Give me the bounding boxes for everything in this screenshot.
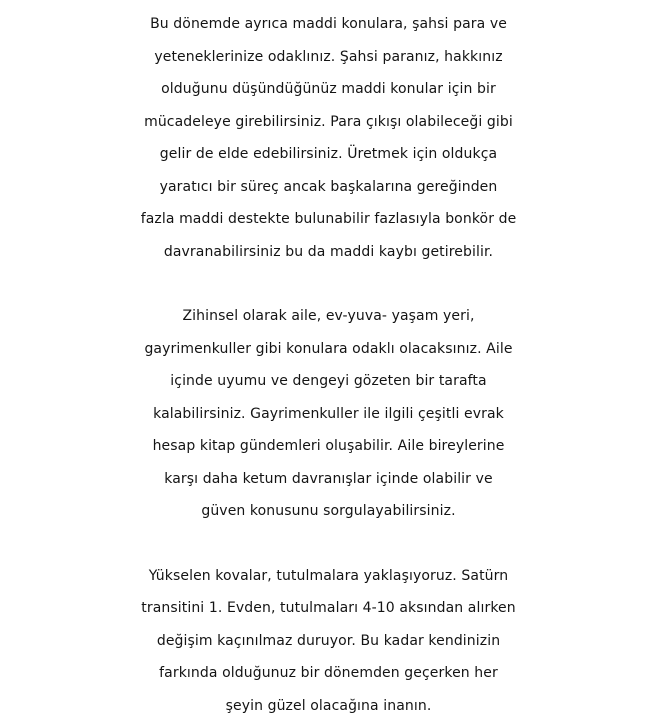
text-line: yeteneklerinize odaklınız. Şahsi paranız, hakkınız xyxy=(0,41,657,74)
text-line: fazla maddi destekte bulunabilir fazlasıyla bonkör de xyxy=(0,203,657,236)
text-line: mücadeleye girebilirsiniz. Para çıkışı olabileceği gibi xyxy=(0,106,657,139)
text-line: Yükselen kovalar, tutulmalara yaklaşıyoruz. Satürn xyxy=(0,560,657,593)
text-line: karşı daha ketum davranışlar içinde olabilir ve xyxy=(0,463,657,496)
text-line: Bu dönemde ayrıca maddi konulara, şahsi para ve xyxy=(0,8,657,41)
text-line: transitini 1. Evden, tutulmaları 4-10 aksından alırken xyxy=(0,592,657,625)
paragraph-home-family xyxy=(0,300,657,528)
text-line: gelir de elde edebilirsiniz. Üretmek için oldukça xyxy=(0,138,657,171)
text-line: hesap kitap gündemleri oluşabilir. Aile bireylerine xyxy=(0,430,657,463)
text-line: içinde uyumu ve dengeyi gözeten bir tarafta xyxy=(0,365,657,398)
paragraph-financial-focus xyxy=(0,8,657,268)
text-line: Zihinsel olarak aile, ev-yuva- yaşam yeri, xyxy=(0,300,657,333)
text-line: davranabilirsiniz bu da maddi kaybı getirebilir. xyxy=(0,236,657,269)
text-line: farkında olduğunuz bir dönemden geçerken her xyxy=(0,657,657,690)
text-line: olduğunu düşündüğünüz maddi konular için bir xyxy=(0,73,657,106)
text-line: güven konusunu sorgulayabilirsiniz. xyxy=(0,495,657,528)
paragraph-aquarius-rising xyxy=(0,560,657,722)
text-line: kalabilirsiniz. Gayrimenkuller ile ilgili çeşitli evrak xyxy=(0,398,657,431)
text-line: gayrimenkuller gibi konulara odaklı olacaksınız. Aile xyxy=(0,333,657,366)
text-line: değişim kaçınılmaz duruyor. Bu kadar kendinizin xyxy=(0,625,657,658)
text-line: şeyin güzel olacağına inanın. xyxy=(0,690,657,722)
document-body xyxy=(0,8,657,722)
text-line: yaratıcı bir süreç ancak başkalarına gereğinden xyxy=(0,171,657,204)
